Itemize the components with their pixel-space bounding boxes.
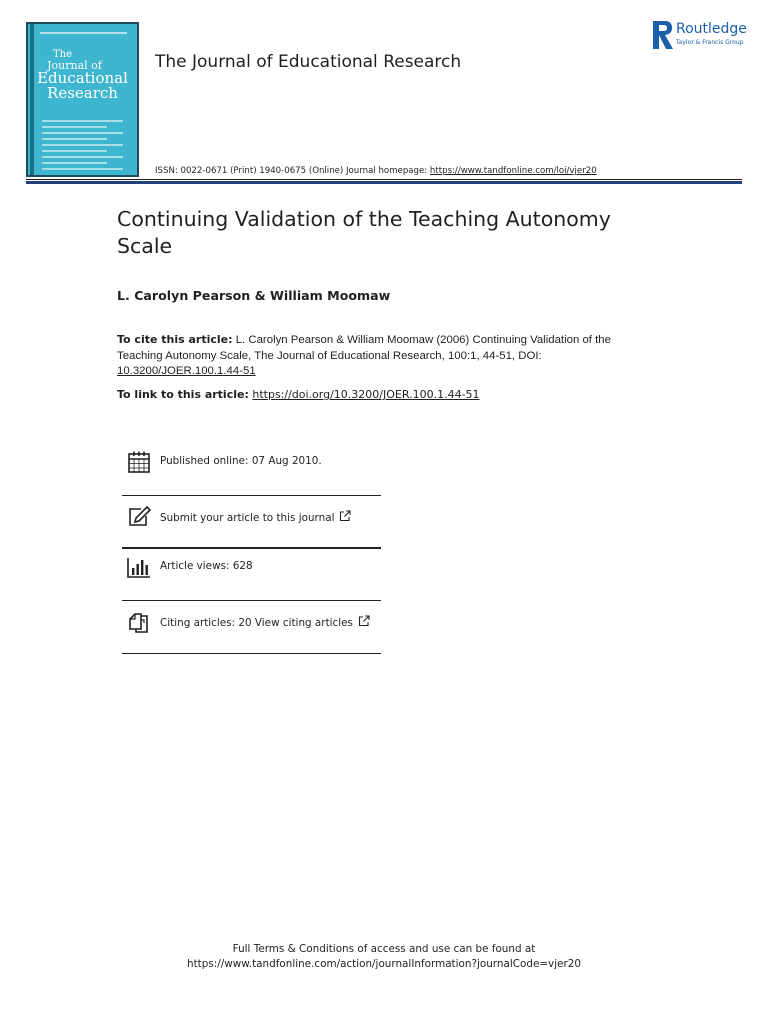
article-doi-link[interactable]: https://doi.org/10.3200/JOER.100.1.44-51: [252, 388, 480, 401]
link-label: To link to this article:: [117, 388, 249, 401]
submit-article-row[interactable]: [122, 505, 382, 529]
cover-title-line-3: Educational: [37, 69, 128, 87]
journal-homepage-link[interactable]: https://www.tandfonline.com/loi/vjer20: [429, 166, 597, 176]
terms-footer: [0, 942, 768, 972]
submit-article-text: Submit your article to this journal: [160, 512, 335, 524]
citation-block: [117, 332, 637, 380]
citing-articles-row[interactable]: [122, 610, 382, 634]
calendar-icon: [127, 450, 151, 474]
article-views-row: [122, 555, 382, 579]
header-divider-thin: [26, 179, 742, 180]
citing-articles-link[interactable]: [160, 615, 370, 629]
published-online-row: [122, 450, 382, 474]
external-link-icon: [358, 615, 370, 627]
journal-cover-image: [26, 22, 139, 177]
cover-title-line-2: Journal of: [47, 59, 102, 72]
meta-divider: [122, 547, 381, 549]
article-title: Continuing Validation of the Teaching Autonomy Scale: [117, 207, 611, 258]
meta-divider: [122, 495, 381, 496]
publisher-logo[interactable]: [652, 20, 752, 52]
article-views-text: Article views: 628: [160, 560, 253, 572]
cover-header-line: [40, 32, 127, 34]
cover-title-line-1: The: [52, 49, 73, 60]
cover-title: [28, 50, 137, 101]
citing-articles-text: Citing articles: 20 View citing articles: [160, 617, 353, 629]
issn-text: ISSN: 0022-0671 (Print) 1940-0675 (Online) Journal homepage:: [155, 166, 430, 176]
edit-icon: [127, 505, 151, 529]
article-authors: L. Carolyn Pearson & William Moomaw: [117, 288, 391, 303]
bar-chart-icon: [127, 555, 151, 579]
documents-icon: [127, 610, 151, 634]
journal-title: The Journal of Educational Research: [155, 52, 462, 72]
published-online-text: Published online: 07 Aug 2010.: [160, 455, 322, 467]
publisher-group: Taylor & Francis Group: [676, 39, 744, 46]
routledge-r-icon: [652, 20, 674, 50]
external-link-icon: [339, 510, 351, 522]
cover-contents-lines: [42, 120, 123, 174]
citation-label: To cite this article:: [117, 333, 233, 346]
meta-divider: [122, 600, 381, 601]
issn-line: [155, 166, 597, 176]
citation-doi-link[interactable]: 10.3200/JOER.100.1.44-51: [117, 365, 256, 377]
publisher-name: Routledge: [676, 21, 747, 37]
submit-article-link[interactable]: [160, 510, 351, 524]
article-link-line: [117, 388, 480, 401]
cover-title-line-4: Research: [47, 84, 118, 102]
citation-text: L. Carolyn Pearson & William Moomaw (2006) Continuing Validation of the Teaching Autonomy Scale, The Journal of Educational Research, 100:1, 44-51, DOI:: [117, 334, 611, 362]
terms-footer-line-1: Full Terms & Conditions of access and use can be found at: [232, 943, 536, 955]
meta-divider: [122, 653, 381, 654]
terms-footer-link[interactable]: https://www.tandfonline.com/action/journalInformation?journalCode=vjer20: [187, 958, 581, 970]
header-divider-thick: [26, 181, 742, 184]
